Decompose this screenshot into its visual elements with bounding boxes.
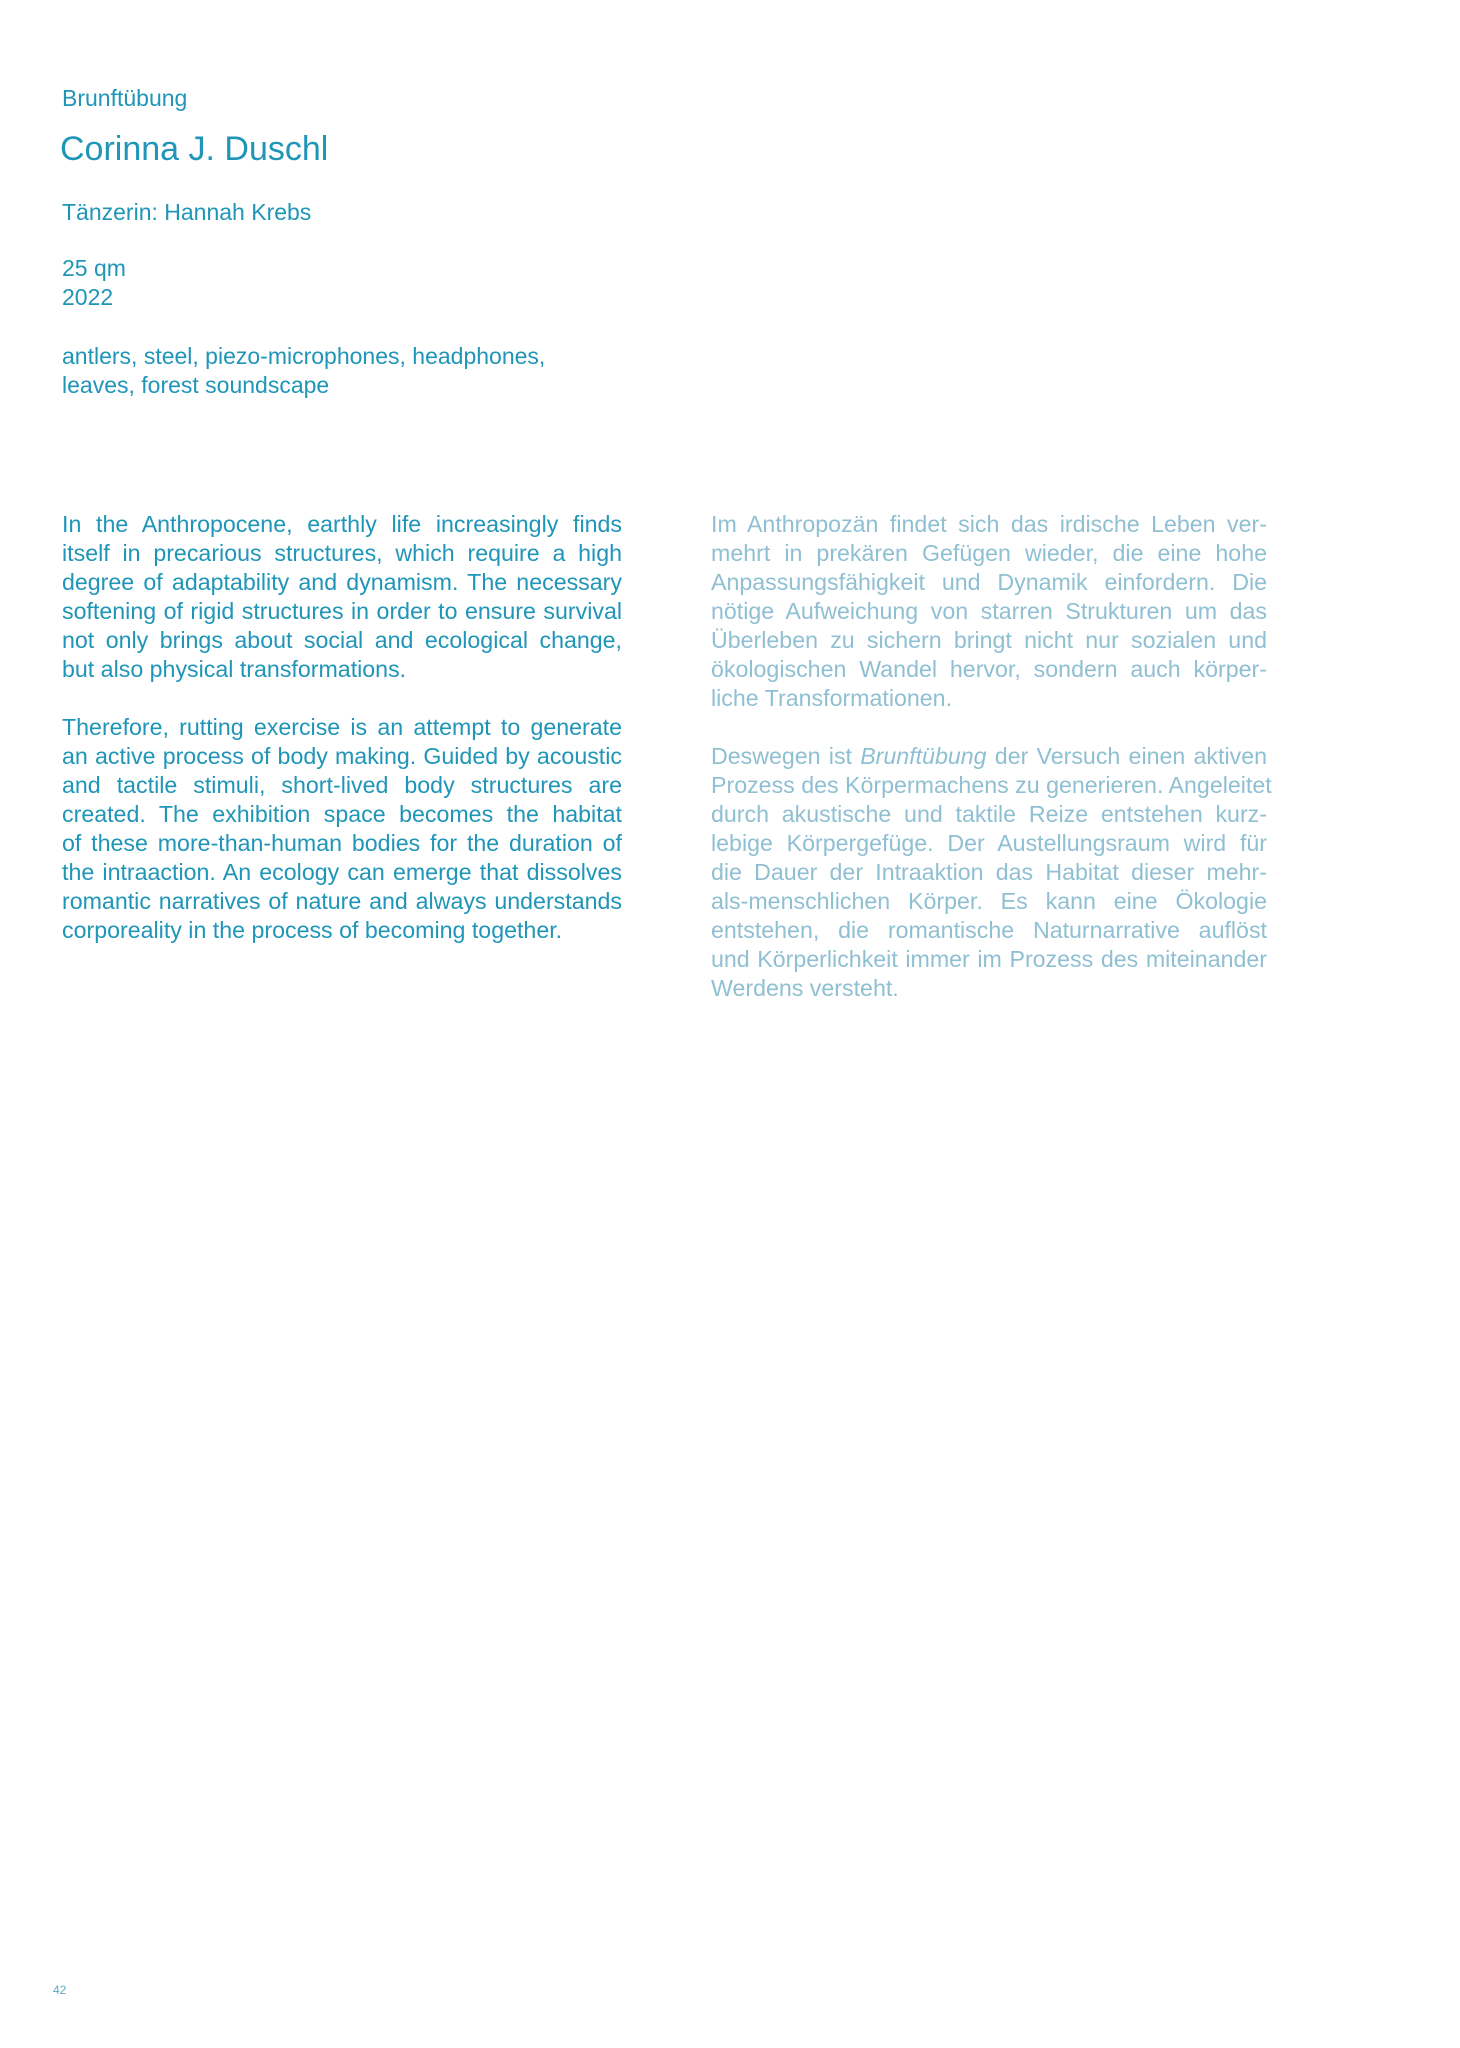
german-paragraph-1 (711, 510, 1267, 713)
text-line: the intraaction. An ecology can emerge that dissolves (62, 859, 622, 885)
text-line: lebige Körpergefüge. Der Austellungsraum wird für (711, 830, 1267, 856)
text-line: mehrt in prekären Gefügen wieder, die eine hohe (711, 540, 1267, 566)
german-text-column (711, 510, 1272, 1032)
materials-line: antlers, steel, piezo-microphones, headphones, (62, 343, 546, 369)
text-line: an active process of body making. Guided by acoustic (62, 743, 622, 769)
dancer-credit: Tänzerin: Hannah Krebs (62, 199, 312, 225)
text-span: Deswegen ist (711, 743, 852, 769)
text-line: Therefore, rutting exercise is an attempt to generate (62, 714, 622, 740)
text-line (711, 742, 1267, 771)
english-paragraph-2 (62, 713, 622, 945)
text-line: In the Anthropocene, earthly life increasingly finds (62, 511, 622, 537)
text-line: ökologischen Wandel hervor, sondern auch körper- (711, 656, 1267, 682)
work-facts (62, 254, 126, 312)
text-line: and tactile stimuli, short-lived body structures are (62, 772, 622, 798)
text-line: Werdens versteht. (711, 975, 899, 1001)
text-line: als-menschlichen Körper. Es kann eine Ökologie (711, 888, 1267, 914)
text-line: but also physical transformations. (62, 656, 407, 682)
text-line: of these more-than-human bodies for the duration of (62, 830, 622, 856)
text-line: entstehen, die romantische Naturnarrative auflöst (711, 917, 1267, 943)
work-size: 25 qm (62, 255, 126, 281)
text-line: itself in precarious structures, which require a high (62, 540, 622, 566)
text-line: und Körperlichkeit immer im Prozess des miteinander (711, 946, 1267, 972)
materials-line: leaves, forest soundscape (62, 372, 330, 398)
text-line: created. The exhibition space becomes the habitat (62, 801, 622, 827)
work-materials (62, 342, 545, 400)
text-span: der Versuch einen aktiven (994, 743, 1267, 769)
text-line: Prozess des Körpermachens zu generieren. Angeleitet (711, 772, 1272, 798)
text-line: corporeality in the process of becoming together. (62, 917, 563, 943)
text-line: Überleben zu sichern bringt nicht nur sozialen und (711, 627, 1267, 653)
work-year: 2022 (62, 284, 114, 310)
text-line: nötige Aufweichung von starren Strukturen um das (711, 598, 1267, 624)
english-paragraph-1 (62, 510, 622, 684)
work-title: Brunftübung (62, 85, 188, 111)
page-number: 42 (53, 1983, 67, 1997)
artist-name: Corinna J. Duschl (60, 130, 329, 168)
italic-work-title: Brunftübung (860, 743, 987, 769)
text-line: Im Anthropozän findet sich das irdische Leben ver- (711, 511, 1267, 537)
text-line: softening of rigid structures in order to ensure survival (62, 598, 622, 624)
text-line: Anpassungsfähigkeit und Dynamik einfordern. Die (711, 569, 1267, 595)
text-line: durch akustische und taktile Reize entstehen kurz- (711, 801, 1267, 827)
text-line: die Dauer der Intraaktion das Habitat dieser mehr- (711, 859, 1267, 885)
text-line: degree of adaptability and dynamism. The necessary (62, 569, 622, 595)
text-line: liche Transformationen. (711, 685, 953, 711)
text-line: romantic narratives of nature and always understands (62, 888, 622, 914)
german-paragraph-2 (711, 742, 1272, 1003)
english-text-column (62, 510, 622, 974)
text-line: not only brings about social and ecological change, (62, 627, 622, 653)
